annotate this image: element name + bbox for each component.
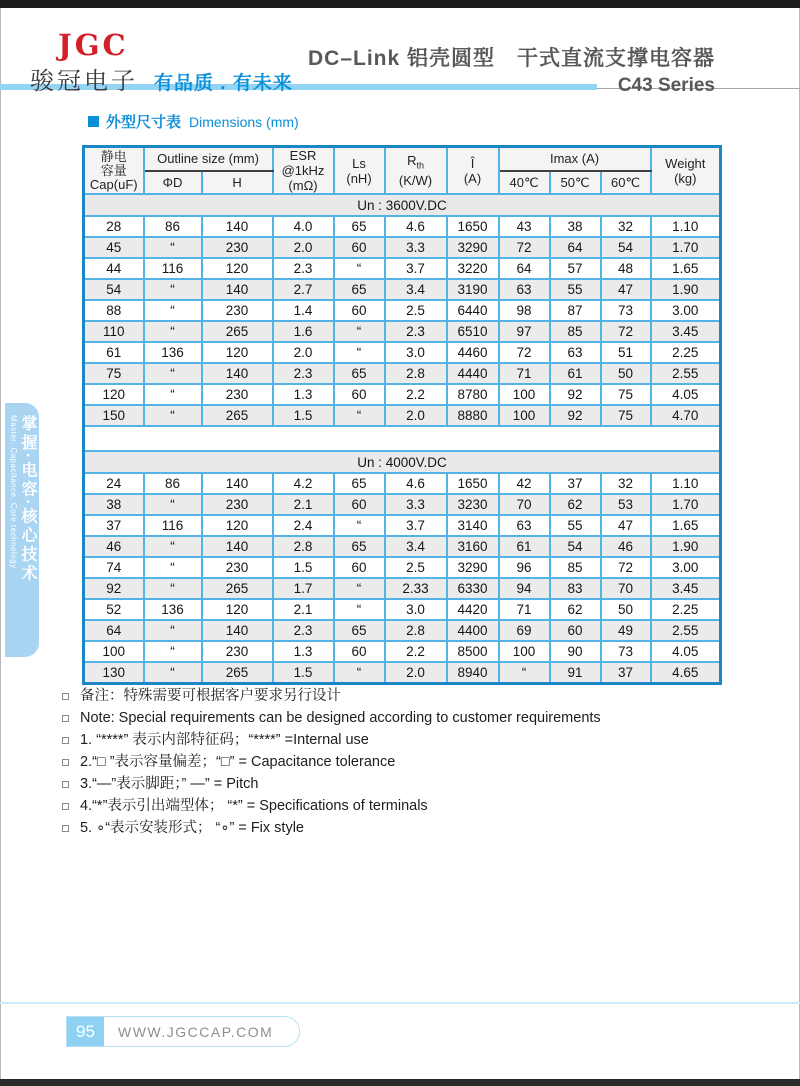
table-cell: “ — [334, 515, 385, 536]
table-row — [84, 384, 721, 405]
table-cell: 2.8 — [273, 536, 334, 557]
table-cell: 2.2 — [385, 384, 447, 405]
table-cell: 3.3 — [385, 237, 447, 258]
table-cell: 32 — [601, 216, 651, 237]
table-cell: 120 — [202, 599, 273, 620]
col-header-height: H — [202, 171, 273, 194]
table-cell: 88 — [84, 300, 144, 321]
table-cell: 28 — [84, 216, 144, 237]
table-cell: 4.05 — [651, 384, 721, 405]
note-item: 3.“—”表示脚距；” —” = Pitch — [62, 776, 601, 793]
table-cell: “ — [144, 557, 202, 578]
section-heading — [88, 111, 299, 132]
table-cell: 74 — [84, 557, 144, 578]
table-cell: 265 — [202, 405, 273, 426]
table-cell: 1.3 — [273, 641, 334, 662]
table-cell: “ — [144, 321, 202, 342]
table-cell: 60 — [334, 557, 385, 578]
table-cell: 4.6 — [385, 473, 447, 494]
table-cell: 140 — [202, 279, 273, 300]
table-cell: 4.05 — [651, 641, 721, 662]
table-cell: 150 — [84, 405, 144, 426]
table-cell: 65 — [334, 620, 385, 641]
table-cell: 1650 — [447, 473, 499, 494]
table-cell: 61 — [499, 536, 550, 557]
col-header-rth: $R_{th}$ (K/W) — [385, 147, 447, 195]
table-cell: 72 — [499, 237, 550, 258]
table-cell: 85 — [550, 557, 601, 578]
table-cell: 65 — [334, 536, 385, 557]
note-item: 5. ∘“表示安装形式； “∘” = Fix style — [62, 820, 601, 837]
table-cell: “ — [334, 599, 385, 620]
table-cell: 42 — [499, 473, 550, 494]
table-cell: 71 — [499, 363, 550, 384]
table-cell: 50 — [601, 363, 651, 384]
table-cell: 96 — [499, 557, 550, 578]
table-cell: 1.5 — [273, 557, 334, 578]
table-cell: 3.45 — [651, 578, 721, 599]
table-row — [84, 473, 721, 494]
table-cell: 94 — [499, 578, 550, 599]
sidebar-slogan-zh: 掌握·电容·核心技术 — [19, 415, 36, 584]
table-cell: 2.33 — [385, 578, 447, 599]
table-cell: 2.3 — [273, 620, 334, 641]
table-cell: 60 — [334, 237, 385, 258]
table-cell: 2.25 — [651, 342, 721, 363]
table-cell: 92 — [550, 384, 601, 405]
table-cell: 140 — [202, 216, 273, 237]
table-cell: 1.10 — [651, 473, 721, 494]
table-cell: 2.3 — [273, 363, 334, 384]
table-cell: 64 — [84, 620, 144, 641]
col-header-peak-current: Î (A) — [447, 147, 499, 195]
table-cell: 46 — [601, 536, 651, 557]
col-header-imax: Imax (A) — [499, 147, 651, 171]
table-cell: 32 — [601, 473, 651, 494]
table-cell: 4440 — [447, 363, 499, 384]
table-cell: 265 — [202, 662, 273, 683]
col-header-weight: Weight (kg) — [651, 147, 721, 195]
table-cell: 61 — [84, 342, 144, 363]
table-cell: 100 — [84, 641, 144, 662]
col-header-ls: Ls (nH) — [334, 147, 385, 195]
table-cell: 73 — [601, 300, 651, 321]
sidebar-slogan-tab — [5, 403, 39, 657]
table-row — [84, 321, 721, 342]
table-cell: 51 — [601, 342, 651, 363]
table-cell: 70 — [601, 578, 651, 599]
table-row — [84, 342, 721, 363]
table-cell: 3.0 — [385, 342, 447, 363]
note-bullet-icon — [62, 759, 69, 766]
table-cell: 24 — [84, 473, 144, 494]
col-header-esr: ESR @1kHz (mΩ) — [273, 147, 334, 195]
table-cell: 61 — [550, 363, 601, 384]
table-row — [84, 515, 721, 536]
table-cell: 60 — [334, 300, 385, 321]
table-cell: 8880 — [447, 405, 499, 426]
table-cell: 54 — [550, 536, 601, 557]
page-number: 95 — [67, 1017, 104, 1046]
table-cell: 4460 — [447, 342, 499, 363]
note-bullet-icon — [62, 803, 69, 810]
table-cell: 100 — [499, 384, 550, 405]
table-cell: 1.90 — [651, 536, 721, 557]
table-row — [84, 258, 721, 279]
table-cell: 72 — [601, 321, 651, 342]
square-bullet-icon — [88, 116, 99, 127]
table-cell: 70 — [499, 494, 550, 515]
table-cell: 2.5 — [385, 557, 447, 578]
note-bullet-icon — [62, 715, 69, 722]
table-cell: 37 — [601, 662, 651, 683]
table-cell: “ — [144, 494, 202, 515]
table-cell: 4400 — [447, 620, 499, 641]
table-cell: 2.4 — [273, 515, 334, 536]
table-cell: “ — [144, 363, 202, 384]
table-row — [84, 494, 721, 515]
table-cell: 116 — [144, 515, 202, 536]
table-cell: 230 — [202, 300, 273, 321]
table-cell: 52 — [84, 599, 144, 620]
table-cell: 45 — [84, 237, 144, 258]
table-cell: 1.6 — [273, 321, 334, 342]
table-cell: 4420 — [447, 599, 499, 620]
table-cell: “ — [334, 342, 385, 363]
table-row — [84, 641, 721, 662]
table-cell: 116 — [144, 258, 202, 279]
table-row — [84, 557, 721, 578]
col-header-temp-40: 40℃ — [499, 171, 550, 194]
table-cell: 1.10 — [651, 216, 721, 237]
table-row — [84, 620, 721, 641]
table-cell: 92 — [550, 405, 601, 426]
table-cell: 3.00 — [651, 557, 721, 578]
table-cell: 72 — [499, 342, 550, 363]
table-cell: 2.55 — [651, 363, 721, 384]
table-cell: 3.3 — [385, 494, 447, 515]
table-cell: 54 — [84, 279, 144, 300]
table-cell: 73 — [601, 641, 651, 662]
table-cell: 8940 — [447, 662, 499, 683]
table-cell: 1.5 — [273, 405, 334, 426]
document-title-block — [308, 42, 715, 97]
table-cell: “ — [144, 578, 202, 599]
table-cell: “ — [144, 662, 202, 683]
table-cell: 6330 — [447, 578, 499, 599]
table-cell: 83 — [550, 578, 601, 599]
table-cell: 60 — [334, 384, 385, 405]
table-cell: 63 — [550, 342, 601, 363]
section-label-row — [84, 451, 721, 473]
table-row — [84, 599, 721, 620]
table-cell: 65 — [334, 216, 385, 237]
table-cell: 63 — [499, 279, 550, 300]
table-cell: 230 — [202, 237, 273, 258]
table-cell: 2.1 — [273, 494, 334, 515]
table-cell: 48 — [601, 258, 651, 279]
company-slogan: 有品质 . 有未来 — [154, 73, 293, 94]
table-cell: 47 — [601, 515, 651, 536]
table-cell: 2.25 — [651, 599, 721, 620]
table-cell: 65 — [334, 363, 385, 384]
table-cell: 140 — [202, 536, 273, 557]
table-cell: 1.65 — [651, 258, 721, 279]
col-header-diameter: ΦD — [144, 171, 202, 194]
note-bullet-icon — [62, 781, 69, 788]
table-cell: 86 — [144, 216, 202, 237]
table-row — [84, 216, 721, 237]
table-cell: 4.0 — [273, 216, 334, 237]
table-cell: 140 — [202, 620, 273, 641]
table-row — [84, 662, 721, 683]
table-cell: 37 — [550, 473, 601, 494]
table-cell: 49 — [601, 620, 651, 641]
table-cell: 100 — [499, 405, 550, 426]
table-cell: 1650 — [447, 216, 499, 237]
table-row — [84, 405, 721, 426]
table-cell: 85 — [550, 321, 601, 342]
table-cell: 71 — [499, 599, 550, 620]
table-row — [84, 237, 721, 258]
table-cell: 3290 — [447, 557, 499, 578]
note-item: 备注：特殊需要可根据客户要求另行设计 — [62, 688, 601, 705]
note-bullet-icon — [62, 693, 69, 700]
table-cell: 8500 — [447, 641, 499, 662]
table-cell: 57 — [550, 258, 601, 279]
table-cell: 2.1 — [273, 599, 334, 620]
table-row — [84, 300, 721, 321]
note-bullet-icon — [62, 737, 69, 744]
table-cell: 1.65 — [651, 515, 721, 536]
table-cell: 265 — [202, 578, 273, 599]
table-cell: 120 — [202, 258, 273, 279]
note-item: 4.“*”表示引出端型体； “*” = Specifications of terminals — [62, 798, 601, 815]
gap-cell — [84, 426, 721, 451]
note-bullet-icon — [62, 825, 69, 832]
table-cell: 110 — [84, 321, 144, 342]
table-cell: 44 — [84, 258, 144, 279]
table-cell: 62 — [550, 599, 601, 620]
table-cell: 130 — [84, 662, 144, 683]
table-cell: 60 — [334, 641, 385, 662]
logo-jgc-text: JGC — [58, 28, 129, 62]
table-cell: 46 — [84, 536, 144, 557]
col-header-capacitance: 静电 容量 Cap(uF) — [84, 147, 144, 195]
table-cell: 3.0 — [385, 599, 447, 620]
table-cell: 6440 — [447, 300, 499, 321]
top-edge-bar — [0, 0, 800, 8]
table-cell: “ — [334, 578, 385, 599]
col-header-temp-60: 60℃ — [601, 171, 651, 194]
section-heading-zh: 外型尺寸表 — [106, 114, 182, 131]
table-cell: 53 — [601, 494, 651, 515]
table-cell: “ — [144, 300, 202, 321]
table-cell: 50 — [601, 599, 651, 620]
company-name: 骏冠电子 — [30, 68, 138, 95]
table-cell: 3230 — [447, 494, 499, 515]
table-cell: 140 — [202, 473, 273, 494]
table-cell: 136 — [144, 342, 202, 363]
table-cell: 1.70 — [651, 494, 721, 515]
table-cell: “ — [499, 662, 550, 683]
table-cell: 47 — [601, 279, 651, 300]
table-cell: 98 — [499, 300, 550, 321]
document-title: DC–Link 铝壳圆型 干式直流支撑电容器 — [307, 47, 715, 70]
table-cell: 1.7 — [273, 578, 334, 599]
table-cell: 140 — [202, 363, 273, 384]
table-cell: 3160 — [447, 536, 499, 557]
table-cell: “ — [144, 620, 202, 641]
table-cell: 43 — [499, 216, 550, 237]
table-cell: “ — [144, 237, 202, 258]
table-cell: “ — [334, 662, 385, 683]
table-cell: 3.45 — [651, 321, 721, 342]
sidebar-slogan-en: Master. Capacitance. Core technology — [9, 415, 18, 569]
table-cell: 1.5 — [273, 662, 334, 683]
table-cell: 3.7 — [385, 515, 447, 536]
table-cell: 38 — [550, 216, 601, 237]
table-cell: 2.0 — [273, 237, 334, 258]
table-cell: 2.55 — [651, 620, 721, 641]
table-cell: 65 — [334, 473, 385, 494]
table-cell: 4.6 — [385, 216, 447, 237]
logo — [30, 30, 293, 96]
series-name: C43 Series — [617, 75, 715, 96]
table-cell: 2.3 — [385, 321, 447, 342]
table-cell: 1.70 — [651, 237, 721, 258]
table-cell: 2.8 — [385, 363, 447, 384]
table-cell: 4.65 — [651, 662, 721, 683]
table-cell: 87 — [550, 300, 601, 321]
table-cell: 2.3 — [273, 258, 334, 279]
section-heading-en: Dimensions (mm) — [189, 113, 299, 130]
footer-divider-line — [0, 1002, 800, 1004]
table-header-row-1 — [84, 147, 721, 171]
table-cell: 92 — [84, 578, 144, 599]
table-cell: 97 — [499, 321, 550, 342]
table-cell: 3.00 — [651, 300, 721, 321]
table-cell: “ — [144, 536, 202, 557]
table-cell: 91 — [550, 662, 601, 683]
table-cell: “ — [334, 405, 385, 426]
dimensions-table — [82, 145, 722, 685]
website-url: WWW.JGCCAP.COM — [104, 1017, 299, 1046]
table-cell: 60 — [334, 494, 385, 515]
table-cell: 120 — [202, 342, 273, 363]
table-cell: “ — [144, 384, 202, 405]
table-cell: “ — [144, 405, 202, 426]
table-cell: 4.70 — [651, 405, 721, 426]
section-label-row — [84, 194, 721, 216]
table-cell: 120 — [84, 384, 144, 405]
table-cell: 65 — [334, 279, 385, 300]
table-cell: 3220 — [447, 258, 499, 279]
table-cell: “ — [334, 321, 385, 342]
table-cell: 1.4 — [273, 300, 334, 321]
table-cell: 64 — [499, 258, 550, 279]
table-cell: 72 — [601, 557, 651, 578]
table-cell: 2.8 — [385, 620, 447, 641]
table-cell: 75 — [601, 384, 651, 405]
table-cell: 2.0 — [273, 342, 334, 363]
table-cell: 4.2 — [273, 473, 334, 494]
table-cell: 230 — [202, 641, 273, 662]
table-cell: 37 — [84, 515, 144, 536]
table-cell: 230 — [202, 557, 273, 578]
table-cell: “ — [144, 279, 202, 300]
table-row — [84, 363, 721, 384]
table-cell: 54 — [601, 237, 651, 258]
table-cell: 55 — [550, 279, 601, 300]
table-cell: 8780 — [447, 384, 499, 405]
table-cell: 230 — [202, 384, 273, 405]
table-cell: 3.7 — [385, 258, 447, 279]
table-cell: 63 — [499, 515, 550, 536]
table-cell: 2.0 — [385, 662, 447, 683]
footer-pill — [66, 1016, 300, 1047]
table-cell: 120 — [202, 515, 273, 536]
voltage-section-label: Un : 4000V.DC — [84, 451, 721, 473]
table-cell: “ — [144, 641, 202, 662]
table-cell: 3.4 — [385, 536, 447, 557]
table-cell: 2.7 — [273, 279, 334, 300]
note-item: Note: Special requirements can be designed according to customer requirements — [62, 710, 601, 727]
table-cell: 75 — [84, 363, 144, 384]
table-cell: 90 — [550, 641, 601, 662]
table-cell: 136 — [144, 599, 202, 620]
table-cell: 100 — [499, 641, 550, 662]
table-row — [84, 578, 721, 599]
table-cell: 2.2 — [385, 641, 447, 662]
table-cell: 3.4 — [385, 279, 447, 300]
col-header-outline-size: Outline size (mm) — [144, 147, 273, 171]
table-cell: 1.90 — [651, 279, 721, 300]
bottom-edge-bar — [0, 1079, 800, 1086]
note-item: 1. “****” 表示内部特征码；“****” =Internal use — [62, 732, 601, 749]
table-cell: 75 — [601, 405, 651, 426]
table-cell: 38 — [84, 494, 144, 515]
table-cell: 6510 — [447, 321, 499, 342]
table-cell: 265 — [202, 321, 273, 342]
voltage-section-label: Un : 3600V.DC — [84, 194, 721, 216]
table-cell: 3290 — [447, 237, 499, 258]
table-cell: 64 — [550, 237, 601, 258]
table-cell: 3140 — [447, 515, 499, 536]
table-row — [84, 279, 721, 300]
table-cell: 2.5 — [385, 300, 447, 321]
table-row — [84, 536, 721, 557]
table-cell: 1.3 — [273, 384, 334, 405]
table-cell: 86 — [144, 473, 202, 494]
col-header-temp-50: 50℃ — [550, 171, 601, 194]
section-gap-row — [84, 426, 721, 451]
note-item: 2.“□ ”表示容量偏差；“□” = Capacitance tolerance — [62, 754, 601, 771]
notes-list — [62, 688, 601, 842]
table-cell: 230 — [202, 494, 273, 515]
table-cell: 3190 — [447, 279, 499, 300]
table-cell: 69 — [499, 620, 550, 641]
table-cell: 2.0 — [385, 405, 447, 426]
table-cell: 55 — [550, 515, 601, 536]
table-cell: 62 — [550, 494, 601, 515]
table-cell: 60 — [550, 620, 601, 641]
table-cell: “ — [334, 258, 385, 279]
